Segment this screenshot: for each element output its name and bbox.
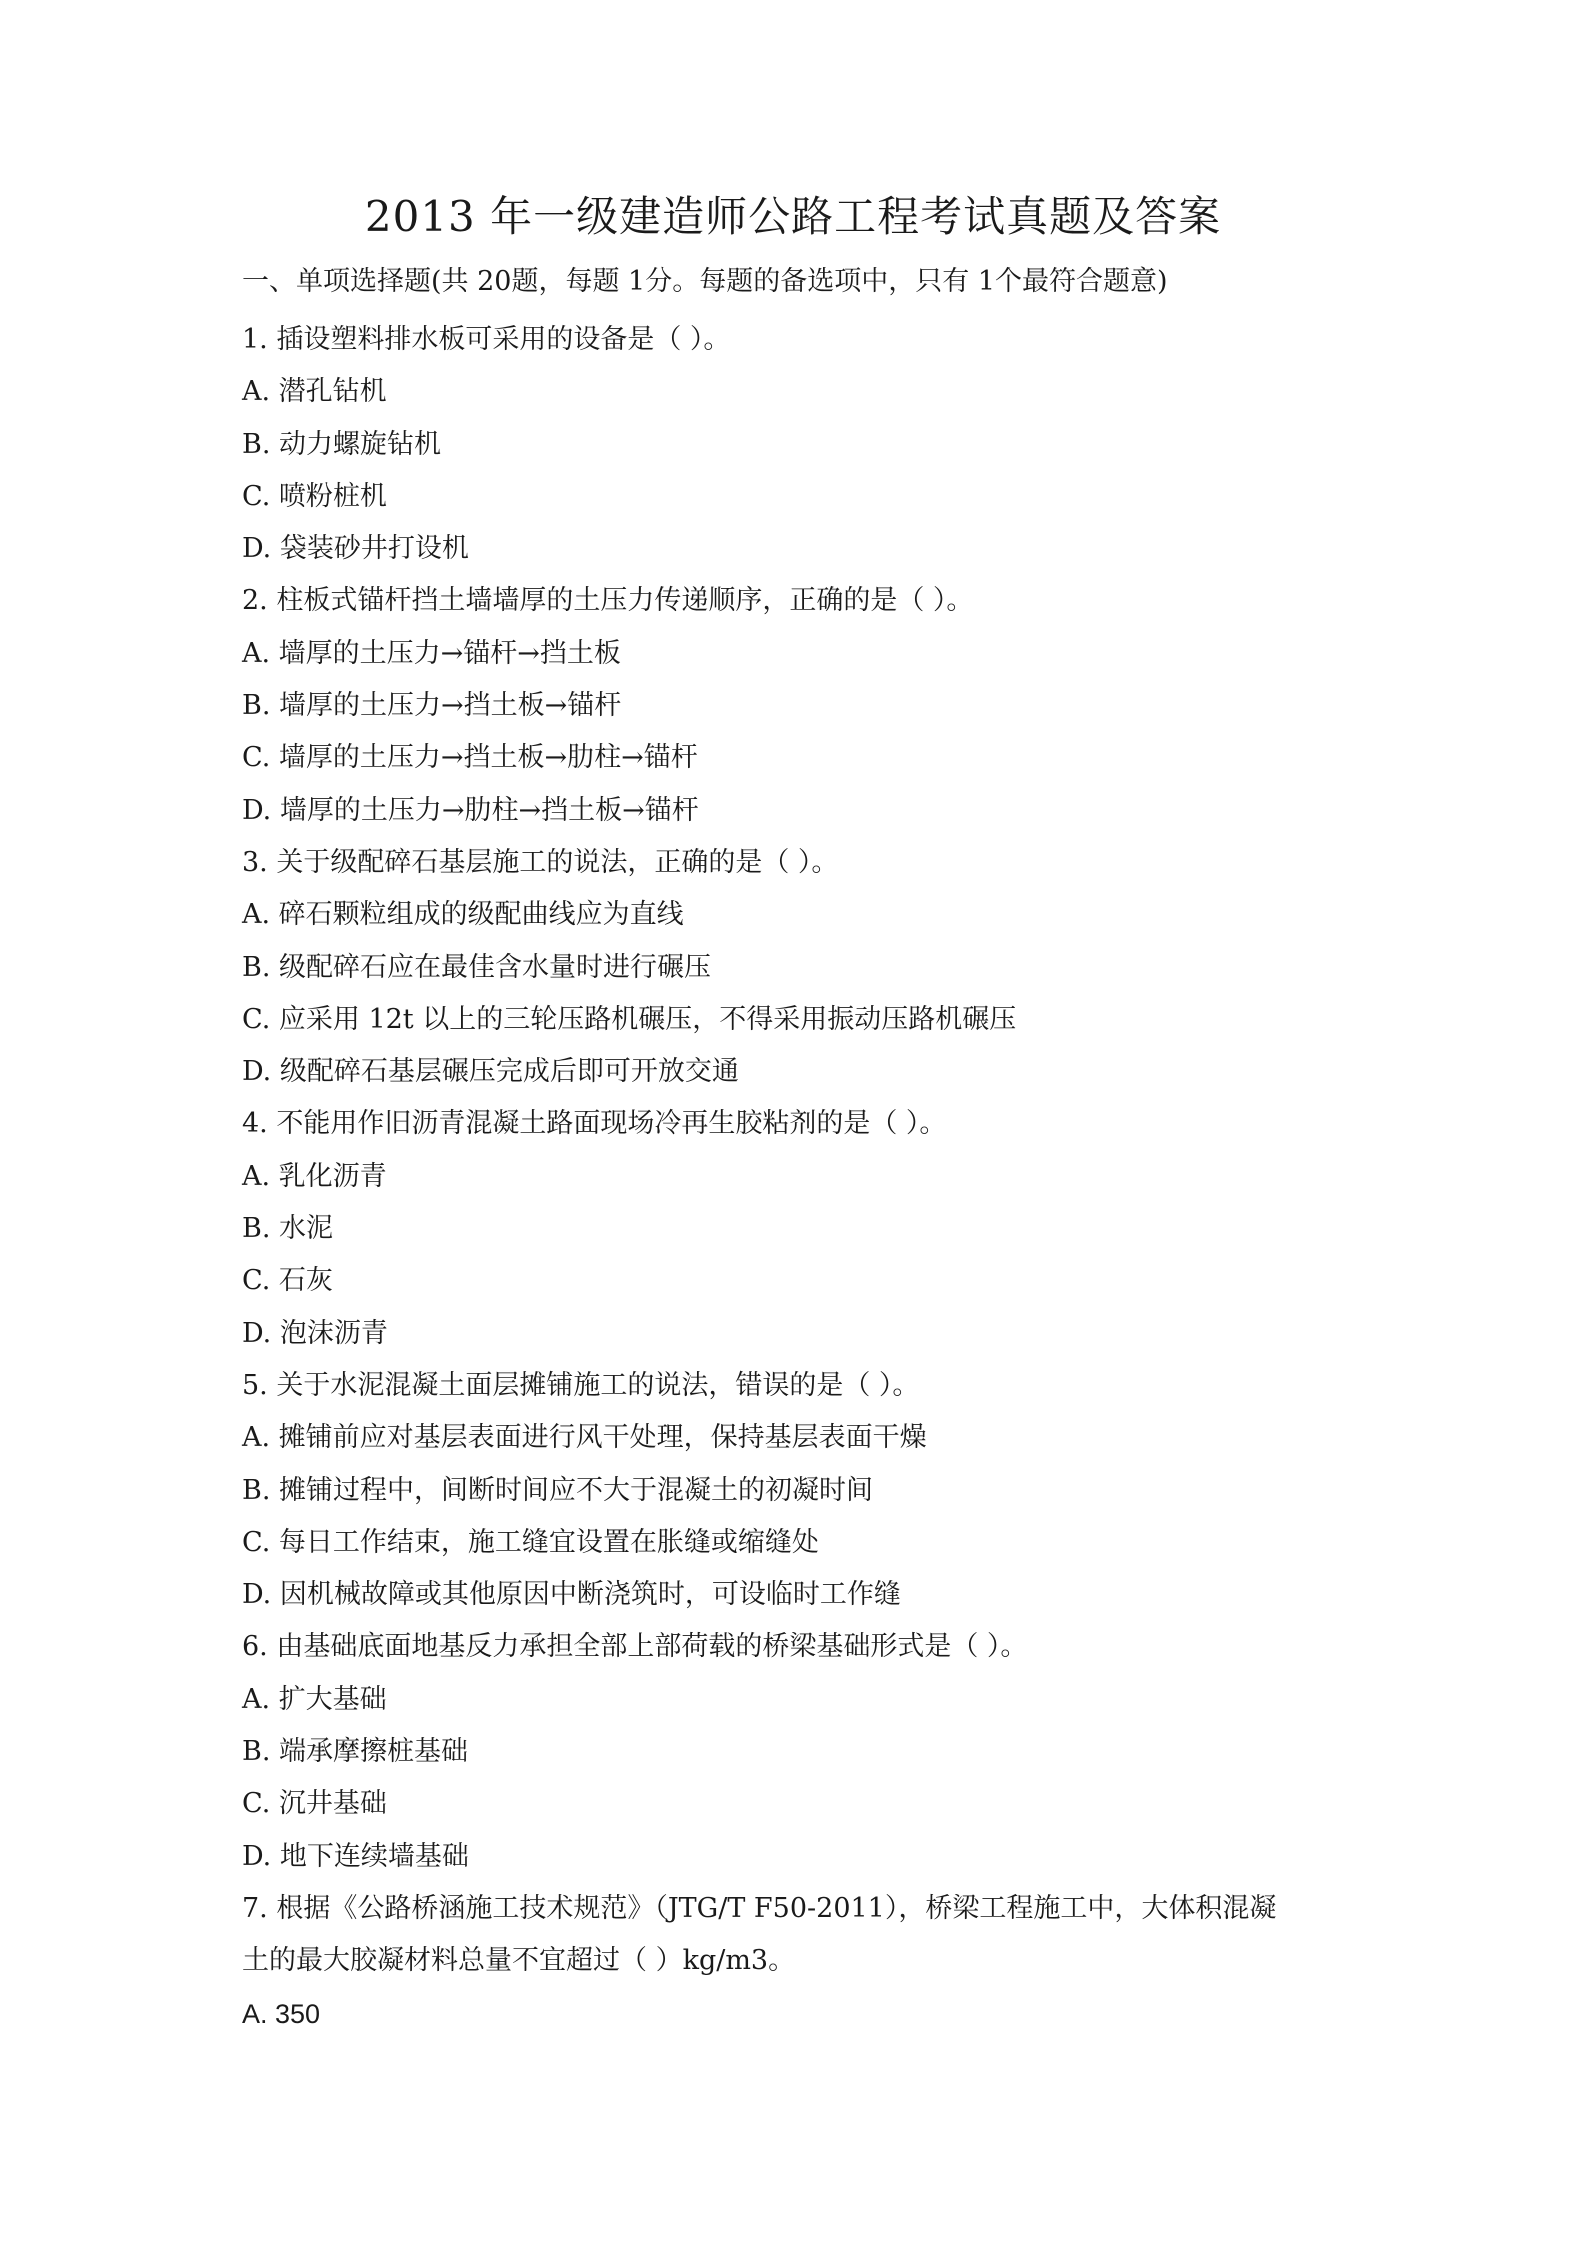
question-option: A. 摊铺前应对基层表面进行风干处理，保持基层表面干燥 xyxy=(242,1422,927,1454)
question-option: A. 墙厚的土压力→锚杆→挡土板 xyxy=(242,637,621,669)
question-stem: 3. 关于级配碎石基层施工的说法，正确的是（ ）。 xyxy=(242,846,839,878)
question-option: A. 潜孔钻机 xyxy=(242,376,387,408)
question-option: B. 端承摩擦桩基础 xyxy=(242,1736,469,1768)
question-option: D. 泡沫沥青 xyxy=(242,1317,388,1349)
question-stem: 5. 关于水泥混凝土面层摊铺施工的说法，错误的是（ ）。 xyxy=(242,1369,920,1401)
question-option: B. 水泥 xyxy=(242,1213,334,1245)
question-option: A. 碎石颗粒组成的级配曲线应为直线 xyxy=(242,899,684,931)
question-list xyxy=(242,314,1352,2040)
question-option: C. 每日工作结束，施工缝宜设置在胀缝或缩缝处 xyxy=(242,1526,819,1558)
question-stem: 1. 插设塑料排水板可采用的设备是（ ）。 xyxy=(242,324,731,355)
question-option: D. 级配碎石基层碾压完成后即可开放交通 xyxy=(242,1056,739,1088)
question-option: B. 墙厚的土压力→挡土板→锚杆 xyxy=(242,690,622,722)
page-title: 2013 年一级建造师公路工程考试真题及答案 xyxy=(364,192,1222,241)
question-option: B. 级配碎石应在最佳含水量时进行碾压 xyxy=(242,951,712,983)
question-option: A. 乳化沥青 xyxy=(242,1160,387,1192)
question-stem: 2. 柱板式锚杆挡土墙墙厚的土压力传递顺序，正确的是（ ）。 xyxy=(242,585,974,617)
question-option: D. 墙厚的土压力→肋柱→挡土板→锚杆 xyxy=(242,794,699,826)
question-option: C. 喷粉桩机 xyxy=(242,480,387,512)
section-heading: 一、单项选择题(共 20题，每题 1分。每题的备选项中，只有 1个最符合题意) xyxy=(242,266,1168,297)
question-option: C. 墙厚的土压力→挡土板→肋柱→锚杆 xyxy=(242,742,698,774)
question-option: D. 因机械故障或其他原因中断浇筑时，可设临时工作缝 xyxy=(242,1579,901,1611)
question-stem-line: 土的最大胶凝材料总量不宜超过（ ）kg/m3。 xyxy=(242,1945,796,1977)
question-stem-line: 7. 根据《公路桥涵施工技术规范》（JTG/T F50-2011），桥梁工程施工中，大体积混凝 xyxy=(242,1892,1277,1924)
question-option: A. 350 xyxy=(242,1998,321,2029)
question-option: D. 袋装砂井打设机 xyxy=(242,533,469,565)
question-option: A. 扩大基础 xyxy=(242,1683,387,1715)
question-option: D. 地下连续墙基础 xyxy=(242,1840,469,1872)
question-stem: 6. 由基础底面地基反力承担全部上部荷载的桥梁基础形式是（ ）。 xyxy=(242,1631,1028,1663)
question-option: B. 摊铺过程中，间断时间应不大于混凝土的初凝时间 xyxy=(242,1474,874,1506)
question-option: C. 石灰 xyxy=(242,1265,333,1297)
question-option: B. 动力螺旋钻机 xyxy=(242,428,442,460)
question-option: C. 沉井基础 xyxy=(242,1788,387,1820)
question-option: C. 应采用 12t 以上的三轮压路机碾压，不得采用振动压路机碾压 xyxy=(242,1003,1017,1035)
question-stem: 4. 不能用作旧沥青混凝土路面现场冷再生胶粘剂的是（ ）。 xyxy=(242,1108,947,1140)
